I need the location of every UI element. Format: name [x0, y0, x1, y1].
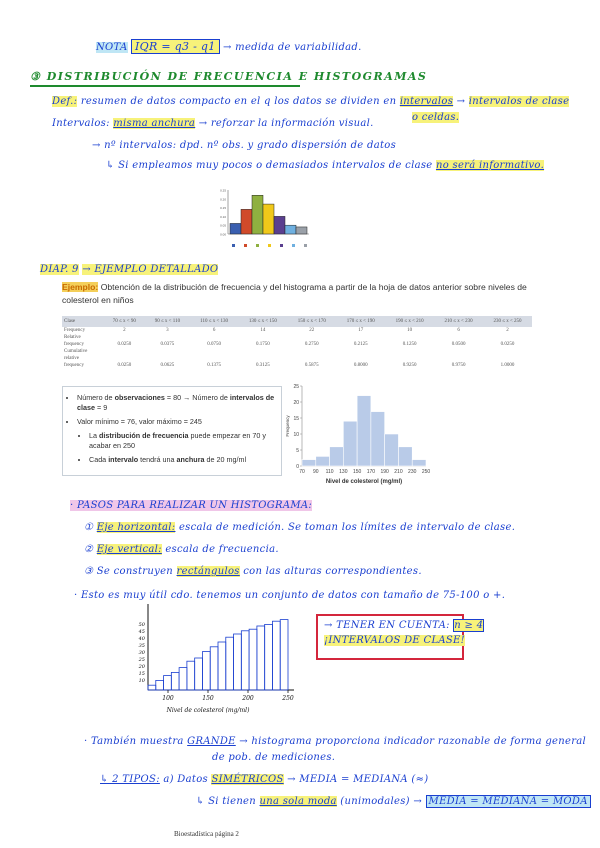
histogram-bar	[343, 421, 357, 466]
table-header-cell: 110 ≤ x < 130	[190, 316, 239, 327]
histogram-ytick-label: 25	[293, 383, 299, 390]
table-header-cell: 130 ≤ x < 150	[238, 316, 287, 327]
hand-ytick-label: 45	[138, 629, 145, 635]
def-hl2: intervalos de clase	[468, 96, 570, 107]
hand-bar	[179, 668, 187, 690]
histogram-xtick-label: 150	[352, 469, 362, 475]
tipos-prefix: ↳ 2 TIPOS:	[100, 774, 160, 785]
tener-line-1	[324, 620, 484, 631]
hand-bar	[218, 642, 226, 690]
table-row	[62, 348, 532, 355]
emplear-hl: no será informativo.	[435, 160, 545, 171]
table-header-cell: 150 ≤ x < 170	[287, 316, 336, 327]
section-title: ③ DISTRIBUCIÓN DE FRECUENCIA E HISTOGRAMAS	[30, 70, 428, 83]
table-header-cell: 190 ≤ x < 210	[385, 316, 434, 327]
grande-text: · También muestra	[84, 736, 184, 747]
table-row	[62, 355, 532, 362]
def-hl1: intervalos	[399, 96, 454, 107]
table-cell: relative	[64, 356, 79, 361]
tener-en-cuenta-box	[316, 614, 484, 660]
small-chart-legend-swatch	[292, 244, 295, 247]
table-cell: 0.2125	[353, 342, 368, 347]
tienen-line	[196, 796, 591, 807]
table-cell	[287, 348, 336, 355]
histogram-bar	[398, 447, 412, 466]
info-bullet-minmax: • Valor mínimo = 76, valor máximo = 245	[77, 417, 281, 427]
table-cell	[190, 334, 239, 341]
table-cell	[145, 348, 190, 355]
table-cell: 0.9250	[402, 363, 417, 368]
table-cell: 0.2750	[304, 342, 319, 347]
hand-bar	[241, 631, 249, 690]
histogram-ytick-label: 20	[293, 399, 299, 406]
histogram-xtick-label: 130	[339, 469, 348, 475]
table-cell: Frequency	[64, 328, 86, 333]
histogram-bar	[371, 412, 385, 466]
grande-line	[84, 736, 586, 747]
nota-label: NOTA	[96, 42, 128, 53]
table-cell: 0.0375	[160, 342, 175, 347]
hand-bar	[171, 672, 179, 690]
small-chart-ytick: 0.05	[220, 223, 226, 228]
paso-1-hl: Eje horizontal:	[96, 522, 176, 533]
diap-line	[40, 264, 218, 275]
intervalos-hl: misma anchura	[113, 118, 196, 129]
hand-bar	[156, 680, 164, 690]
table-cell	[336, 334, 385, 341]
table-cell: 6	[212, 328, 216, 333]
table-header-cell: 210 ≤ x < 230	[434, 316, 483, 327]
page-footer: Bioestadística página 2	[174, 830, 239, 838]
table-cell	[238, 348, 287, 355]
tener-label: → TENER EN CUENTA:	[324, 620, 450, 631]
hand-bar	[265, 624, 273, 690]
paso-3-num: ③	[84, 566, 94, 577]
paso-1-text: escala de medición. Se toman los límites de intervalo de clase.	[178, 522, 516, 533]
hand-bar	[226, 637, 234, 690]
table-cell: 0.0500	[451, 342, 466, 347]
paso-2-hl: Eje vertical:	[96, 544, 162, 555]
table-cell	[385, 334, 434, 341]
def-label: Def.:	[52, 96, 78, 107]
table-cell	[336, 348, 385, 355]
frequency-table	[62, 316, 532, 369]
tienen-arrow: →	[413, 796, 423, 807]
histogram-bar	[316, 456, 330, 466]
table-cell: 0.0250	[117, 363, 132, 368]
hand-ytick-label: 20	[138, 664, 145, 670]
small-chart-ytick: 0.15	[220, 206, 226, 211]
paso-1	[84, 522, 515, 533]
small-chart-bar	[285, 225, 296, 234]
small-chart-legend-swatch	[280, 244, 283, 247]
hand-ytick-label: 15	[138, 671, 145, 677]
tienen-hl: una sola moda	[259, 796, 337, 807]
hand-xtick-label: 250	[282, 695, 294, 702]
histogram-ylabel: Frequency	[285, 415, 290, 437]
table-cell	[385, 355, 434, 362]
table-row	[62, 334, 532, 341]
grande-rest: → histograma proporciona indicador razonable de forma general	[239, 736, 587, 747]
histogram-xtick-label: 110	[325, 469, 334, 475]
info-bullet-dist: • La distribución de frecuencia puede empezar en 70 y acabar en 250	[89, 431, 281, 451]
tener-line-2	[324, 635, 465, 646]
hand-ytick-label: 35	[138, 643, 145, 649]
def-cont	[412, 112, 459, 123]
diap-label: DIAP. 9	[40, 264, 79, 275]
small-chart-ytick: 0.20	[220, 197, 226, 202]
hand-drawn-histogram	[120, 604, 300, 722]
table-header-cell: Clase	[62, 316, 104, 327]
small-chart-legend-swatch	[268, 244, 271, 247]
hand-xtick-label: 100	[162, 695, 174, 702]
table-row	[62, 362, 532, 369]
histogram-xtick-label: 90	[312, 469, 319, 475]
table-cell	[104, 334, 145, 341]
table-cell	[238, 334, 287, 341]
tener-hl: n ≥ 4	[454, 620, 484, 631]
tienen-text: ↳ Si tienen	[196, 796, 257, 807]
util-line: · Esto es muy útil cdo. tenemos un conjunto de datos con tamaño de 75-100 o +.	[74, 590, 506, 601]
table-cell: 1.0000	[500, 363, 515, 368]
table-cell: 3	[166, 328, 169, 333]
table-cell: 0.0250	[117, 342, 132, 347]
paso-1-num: ①	[84, 522, 94, 533]
intervalos-text: → reforzar la información visual.	[198, 118, 374, 129]
histogram-bar	[357, 396, 371, 466]
table-cell: 0.3125	[256, 363, 270, 368]
table-cell: 0.1750	[256, 342, 270, 347]
table-cell: 0.1375	[207, 363, 221, 368]
hand-ytick-label: 10	[138, 678, 145, 684]
table-cell: 0.9750	[451, 363, 466, 368]
table-cell: frequency	[64, 342, 84, 347]
hand-bar	[187, 661, 195, 690]
table-cell: 2	[506, 328, 509, 333]
table-cell: 0.0750	[207, 342, 221, 347]
ejemplo-label: Ejemplo:	[62, 282, 99, 292]
table-cell: Cumulative	[64, 349, 88, 354]
section-underline	[30, 85, 300, 87]
hand-xtick-label: 150	[202, 695, 214, 702]
table-cell	[145, 334, 190, 341]
paso-3-text2: con las alturas correspondientes.	[243, 566, 422, 577]
tienen-hl2: MEDIA = MEDIANA = MODA	[426, 795, 591, 808]
table-cell	[238, 355, 287, 362]
histogram-ytick-label: 10	[293, 431, 299, 438]
table-cell: 0.8000	[353, 363, 368, 368]
intervalos-line	[52, 118, 374, 129]
nota-line	[96, 40, 362, 53]
hand-bar	[249, 629, 257, 690]
paso-3	[84, 566, 422, 577]
table-cell: 22	[309, 328, 315, 333]
hand-bar	[148, 685, 156, 690]
small-chart-bar	[263, 204, 274, 234]
emplear-text: ↳ Si empleamos muy pocos o demasiados intervalos de clase	[106, 160, 433, 171]
table-cell	[434, 355, 483, 362]
table-cell: 2	[123, 328, 126, 333]
def-cont-text: o celdas.	[412, 112, 460, 123]
def-line	[52, 96, 569, 107]
histogram-bar	[302, 460, 316, 466]
hand-bar	[280, 620, 288, 690]
hand-bar	[202, 652, 210, 690]
def-arrow: →	[456, 96, 466, 107]
histogram-ytick-label: 5	[296, 447, 299, 454]
def-text: resumen de datos compacto en el q los datos se dividen en	[80, 96, 397, 107]
table-cell: 17	[358, 328, 364, 333]
grande-bold: GRANDE	[187, 736, 236, 747]
table-cell	[434, 348, 483, 355]
table-cell	[104, 348, 145, 355]
paso-2	[84, 544, 279, 555]
nota-text: → medida de variabilidad.	[223, 42, 362, 53]
tener-line-2-text: ¡INTERVALOS DE CLASE!	[324, 635, 465, 646]
small-chart-legend-swatch	[256, 244, 259, 247]
info-bullet-obs: • Número de observaciones = 80 → Número de intervalos de clase = 9	[77, 393, 281, 413]
iqr-formula: IQR = q3 - q1	[131, 39, 220, 54]
tipos-a: a) Datos	[163, 774, 208, 785]
small-chart-bar	[296, 227, 307, 234]
hand-xlabel: Nivel de colesterol (mg/ml)	[166, 707, 250, 714]
histogram-xtick-label: 190	[380, 469, 389, 475]
histogram-bar	[330, 447, 344, 466]
table-header-cell: 230 ≤ x < 250	[483, 316, 532, 327]
histogram-xtick-label: 250	[421, 469, 431, 475]
histogram-xtick-label: 210	[394, 469, 403, 475]
table-row	[62, 341, 532, 348]
paso-3-hl: rectángulos	[176, 566, 240, 577]
diap-text: → EJEMPLO DETALLADO	[82, 264, 219, 275]
hand-ytick-label: 40	[138, 636, 145, 642]
small-chart-bar	[230, 223, 241, 234]
table-cell	[287, 334, 336, 341]
hand-ytick-label: 25	[138, 657, 145, 663]
table-cell: 10	[407, 328, 413, 333]
table-cell	[287, 355, 336, 362]
small-color-chart	[214, 184, 320, 250]
tienen-paren: (unimodales)	[340, 796, 410, 807]
small-chart-ytick: 0.10	[220, 214, 226, 219]
table-cell: 0.1250	[402, 342, 417, 347]
info-box	[62, 386, 282, 476]
table-cell	[190, 355, 239, 362]
histogram-xtick-label: 70	[299, 469, 305, 475]
hand-ytick-label: 30	[138, 650, 145, 656]
table-row	[62, 327, 532, 334]
paso-2-text: escala de frecuencia.	[165, 544, 279, 555]
table-cell	[385, 348, 434, 355]
hand-xtick-label: 200	[242, 695, 254, 702]
paso-2-num: ②	[84, 544, 94, 555]
table-header-cell: 70 ≤ x < 90	[104, 316, 145, 327]
histogram-ytick-label: 15	[293, 415, 299, 422]
histogram-xlabel: Nivel de colesterol (mg/ml)	[325, 479, 403, 485]
table-cell	[434, 334, 483, 341]
small-chart-ytick: 0.00	[220, 232, 226, 237]
histogram-bar	[412, 460, 426, 466]
table-cell: 0.0250	[500, 342, 515, 347]
table-cell	[336, 355, 385, 362]
table-cell: 0.0625	[160, 363, 175, 368]
small-chart-bar	[252, 195, 263, 234]
hand-ytick-label: 50	[138, 622, 145, 628]
hand-bar	[195, 658, 203, 690]
hand-bar	[234, 634, 242, 690]
table-cell	[483, 355, 532, 362]
hand-bar	[164, 676, 172, 690]
small-chart-legend-swatch	[244, 244, 247, 247]
histogram-xtick-label: 170	[366, 469, 376, 475]
table-cell	[145, 355, 190, 362]
table-cell: frequency	[64, 363, 84, 368]
table-cell: 6	[457, 328, 460, 333]
table-cell	[190, 348, 239, 355]
table-cell	[483, 334, 532, 341]
table-cell	[104, 355, 145, 362]
pasos-text: · PASOS PARA REALIZAR UN HISTOGRAMA:	[70, 500, 313, 511]
table-cell: Relative	[64, 335, 81, 340]
ejemplo-paragraph	[62, 281, 532, 307]
emplear-line	[106, 160, 544, 171]
small-chart-legend-swatch	[232, 244, 235, 247]
grande-line-2: de pob. de mediciones.	[212, 752, 336, 763]
pasos-title	[70, 500, 312, 511]
info-bullet-width: • Cada intervalo tendrá una anchura de 20 mg/ml	[89, 455, 281, 465]
histogram-bar	[385, 434, 399, 466]
table-header-cell: 170 ≤ x < 190	[336, 316, 385, 327]
small-chart-bar	[274, 216, 285, 234]
small-chart-legend-swatch	[304, 244, 307, 247]
histogram-xtick-label: 230	[408, 469, 417, 475]
hand-bar	[257, 626, 265, 690]
ejemplo-text: Obtención de la distribución de frecuencia y del histograma a partir de la hoja de datos anterior sobre niveles de colesterol en niños	[62, 282, 527, 305]
table-header-cell: 90 ≤ x < 110	[145, 316, 190, 327]
hand-bar	[210, 647, 218, 690]
table-cell	[483, 348, 532, 355]
table-cell: 0.5875	[304, 363, 319, 368]
cholesterol-histogram	[284, 380, 434, 486]
tipos-hl: SIMÉTRICOS	[211, 774, 284, 785]
tipos-rest: → MEDIA = MEDIANA (≈)	[287, 774, 429, 785]
small-chart-bar	[241, 209, 252, 234]
small-chart-ytick: 0.25	[220, 188, 226, 193]
num-intervalos: → nº intervalos: dpd. nº obs. y grado dispersión de datos	[92, 140, 397, 151]
hand-bar	[272, 621, 280, 690]
table-cell: 14	[260, 328, 266, 333]
tipos-line	[100, 774, 429, 785]
paso-3-text: Se construyen	[96, 566, 174, 577]
histogram-ytick-label: 0	[296, 463, 299, 470]
intervalos-label: Intervalos:	[52, 118, 110, 129]
